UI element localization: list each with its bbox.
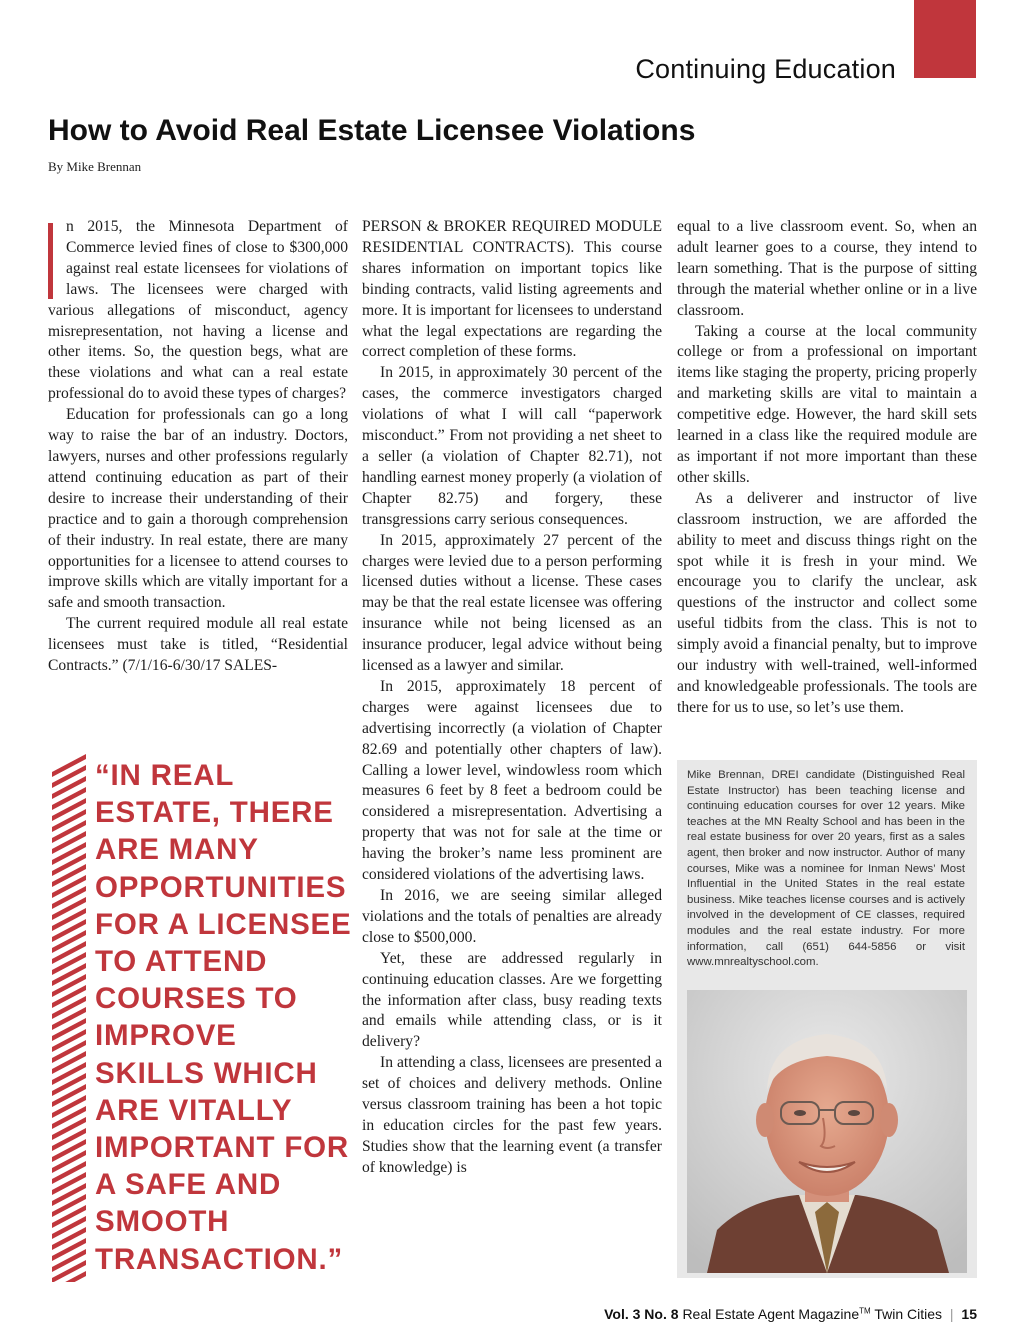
decorative-stripe [52, 798, 86, 821]
article-column-2 [362, 217, 662, 1179]
decorative-stripe [52, 842, 86, 865]
decorative-stripe [52, 875, 86, 898]
article-paragraph: Yet, these are addressed regularly in continuing education classes. Are we forgetting the information after class, busy reading texts and emails while attending class, or is it delivery? [362, 949, 662, 1051]
decorative-stripe [52, 1139, 86, 1162]
decorative-stripe [52, 1117, 86, 1140]
article-paragraph: In 2015, approximately 27 percent of the charges were levied due to a person performing licensed duties without a license. These cases may be that the real estate licensee was offering insurance while not being licensed as an insurance producer, legal advice without being licensed as a lawyer and similar. [362, 531, 662, 675]
paragraph-text: n 2015, the Minnesota Department of Commerce levied fines of close to $300,000 against real estate licensees for violations of laws. The licensees were charged with various allegations of misconduct, agency misrepresentation, not having a license and other items. So, the question begs, what are these violations and what can a real estate professional do to avoid these types of charges? [48, 218, 348, 403]
decorative-stripe [52, 1095, 86, 1118]
decorative-stripe [52, 809, 86, 832]
decorative-stripe [52, 776, 86, 799]
decorative-stripe [52, 1051, 86, 1074]
decorative-stripe [52, 787, 86, 810]
section-color-tab [914, 0, 976, 78]
decorative-stripe [52, 1007, 86, 1030]
page-footer [604, 1306, 977, 1322]
issue-volume: Vol. 3 No. 8 [604, 1306, 679, 1322]
author-bio: Mike Brennan, DREI candidate (Distinguished Real Estate Instructor) has been teaching license and continuing education courses for over 12 years. Mike teaches at the MN Realty School and has been in the real estate business for over 20 years, first as a sales agent, then broker and now instructor. Author of many courses, Mike was a nominee for Inman News’ Most Influential in the United States in the real estate business. Mike teaches license courses and is actively involved in the development of CE classes, required modules and the real estate industry. For more information, call (651) 644-5856 or visit www.mnrealtyschool.com. [687, 769, 965, 969]
decorative-stripe [52, 1227, 86, 1250]
article-paragraph: PERSON & BROKER REQUIRED MODULE RESIDENTIAL CONTRACTS). This course shares information on important topics like binding contracts, valid listing agreements and more. It is important for licensees to understand what the legal expectations are regarding the correct completion of these forms. [362, 218, 662, 361]
decorative-stripe [52, 930, 86, 953]
article-paragraph: In 2015, approximately 18 percent of charges were against licensees due to advertising incorrectly (a violation of Chapter 82.69 and potentially other chapters of law). Calling a lower level, windowless room which measures 6 feet by 8 feet a bedroom could be considered a misrepresentation. Advertising a property that was not for sale at the time or having the broker’s name less prominent are considered violations of the advertising laws. [362, 677, 662, 884]
article-paragraph: As a deliverer and instructor of live classroom instruction, we are afforded the ability to meet and discuss things right on the spot while it is fresh in your mind. We encourage you to clarify the unclear, ask questions of the instructor and collect some useful tidbits from the class. This is not to simply avoid a financial penalty, but to improve our industry with well-trained, well-informed and knowledgeable professionals. The tools are there for us to use, so let’s use them. [677, 489, 977, 716]
article-paragraph: The current required module all real estate licensees must take is titled, “Residential Contracts.” (7/1/16-6/30/17 SALES- [48, 615, 348, 675]
edition-name: Twin Cities [874, 1306, 942, 1322]
decorative-stripe [52, 1018, 86, 1041]
decorative-stripe [52, 1205, 86, 1228]
decorative-stripe [52, 1194, 86, 1217]
section-title: Continuing Education [635, 54, 896, 84]
decorative-stripe [52, 985, 86, 1008]
decorative-stripe [52, 886, 86, 909]
decorative-stripe [52, 1128, 86, 1151]
decorative-stripe [52, 864, 86, 887]
article-paragraph [48, 217, 348, 405]
decorative-stripe [52, 1029, 86, 1052]
decorative-stripe [52, 853, 86, 876]
decorative-stripe [52, 1106, 86, 1129]
decorative-stripe [52, 754, 86, 777]
decorative-stripe [52, 974, 86, 997]
decorative-stripe [52, 831, 86, 854]
magazine-name: Real Estate Agent Magazine [682, 1306, 860, 1322]
decorative-stripe [52, 1062, 86, 1085]
decorative-stripe [52, 820, 86, 843]
article-column-1 [48, 217, 348, 677]
decorative-stripe [52, 1084, 86, 1107]
decorative-stripe [52, 1172, 86, 1195]
decorative-stripe [52, 1238, 86, 1261]
author-bio-box [677, 760, 977, 1278]
trademark: TM [859, 1306, 871, 1316]
decorative-stripe [52, 1183, 86, 1206]
drop-cap [48, 217, 62, 293]
byline: By Mike Brennan [48, 159, 142, 174]
decorative-stripe [52, 996, 86, 1019]
article-headline: How to Avoid Real Estate Licensee Violations [48, 114, 696, 147]
article-paragraph: In 2015, in approximately 30 percent of the cases, the commerce investigators charged violations of what I will call “paperwork misconduct.” From not providing a net sheet to a seller (a violation of Chapter 82.71), not handling earnest money properly (a violation of Chapter 82.75) and forgery, these transgressions carry serious consequences. [362, 364, 662, 528]
decorative-stripes [48, 752, 90, 1282]
article-paragraph: In attending a class, licensees are presented a set of choices and delivery methods. Online versus classroom training has been a hot topic in education circles for the past few years. Studies show that the learning event (a transfer of knowledge) is [362, 1054, 662, 1176]
author-photo [687, 990, 967, 1273]
decorative-stripe [52, 1073, 86, 1096]
footer-separator: | [949, 1306, 954, 1322]
decorative-stripe [52, 919, 86, 942]
decorative-stripe [52, 941, 86, 964]
decorative-stripe [52, 908, 86, 931]
page-number: 15 [961, 1306, 977, 1322]
decorative-stripe [52, 897, 86, 920]
article-paragraph: In 2016, we are seeing similar alleged violations and the totals of penalties are already close to $500,000. [362, 887, 662, 946]
decorative-stripe [52, 1150, 86, 1173]
article-paragraph: Taking a course at the local community college or from a professional on important items like staging the property, pricing properly and marketing skills are vital to maintain a competitive edge. However, the hard skill sets learned in a class like the required module are as important if not more important than these other skills. [677, 322, 977, 486]
decorative-stripe [52, 765, 86, 788]
pull-quote [48, 752, 352, 1282]
article-paragraph: equal to a live classroom event. So, when an adult learner goes to a course, they intend to learn something. That is the purpose of sitting through the material whether online or in a live classroom. [677, 218, 977, 319]
article-paragraph: Education for professionals can go a long way to raise the bar of an industry. Doctors, lawyers, nurses and other professions regularly attend continuing education as part of their desire to increase their understanding of their practice and to gain a thorough comprehension of their industry. In real estate, there are many opportunities for a licensee to attend courses to improve skills which are vitally important for a safe and smooth transaction. [48, 406, 348, 612]
decorative-stripe [52, 1249, 86, 1272]
drop-cap-bar [48, 223, 53, 299]
decorative-stripe [52, 963, 86, 986]
article-column-3 [677, 217, 977, 719]
decorative-stripe [52, 1040, 86, 1063]
pull-quote-text: “IN REAL ESTATE, THERE ARE MANY OPPORTUNITIES FOR A LICENSEE TO ATTEND COURSES TO IMPROVE SKILLS WHICH ARE VITALLY IMPORTANT FOR A SAFE AND SMOOTH TRANSACTION.” [95, 759, 352, 1276]
decorative-stripe [52, 1216, 86, 1239]
decorative-stripe [52, 952, 86, 975]
decorative-stripe [52, 1161, 86, 1184]
